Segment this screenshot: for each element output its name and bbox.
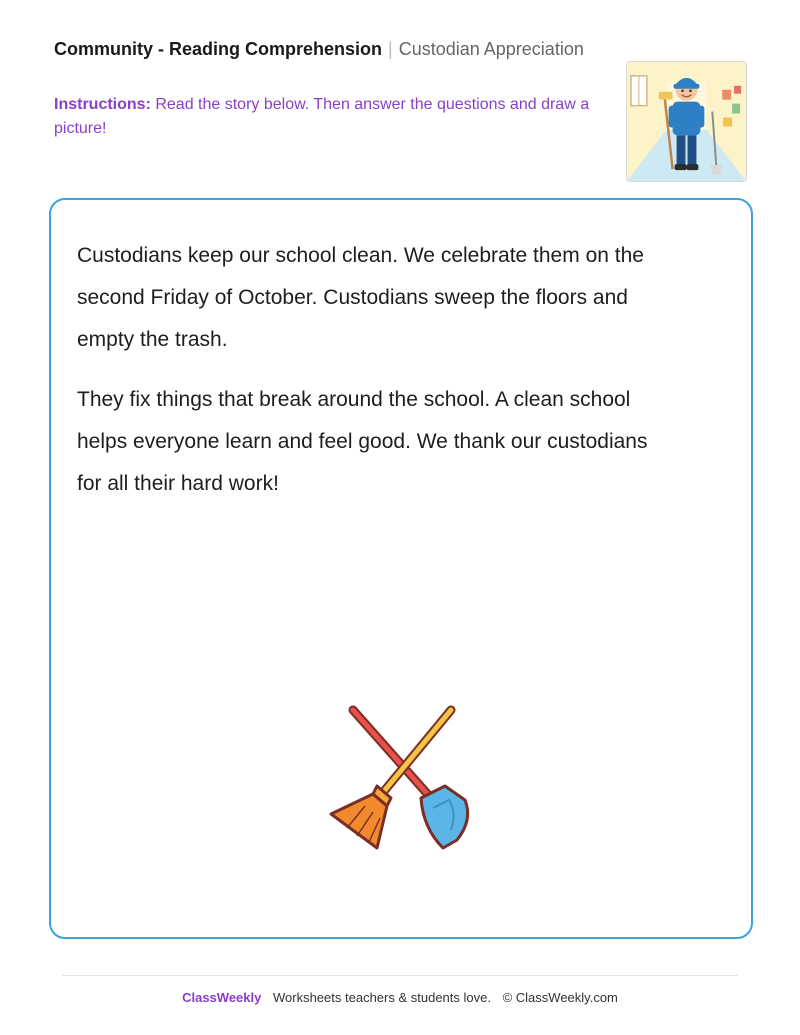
footer [0,990,800,1005]
instructions-label: Instructions: [54,96,151,113]
worksheet-subject: Community - Reading Comprehension [54,39,383,59]
broom-and-dustpan-icon [325,702,477,854]
page-header [54,37,602,61]
custodian-icon [627,62,746,181]
footer-tagline: Worksheets teachers & students love. [272,990,491,1005]
custodian-illustration [626,61,747,182]
footer-divider [62,975,738,976]
worksheet-topic: Custodian Appreciation [398,39,584,59]
title-separator: | [388,39,393,59]
instructions [54,93,614,141]
broom-and-dustpan-illustration [325,702,477,854]
footer-copyright: © ClassWeekly.com [502,990,618,1005]
story-paragraph-1: Custodians keep our school clean. We celebrate them on the second Friday of October. Custodians sweep the floors and empty the trash. [77,244,644,351]
footer-brand: ClassWeekly [182,990,262,1005]
story-paragraph-2: They fix things that break around the school. A clean school helps everyone learn and feel good. We thank our custodians for all their hard work! [77,388,648,495]
instructions-text: Read the story below. Then answer the questions and draw a picture! [54,96,590,137]
